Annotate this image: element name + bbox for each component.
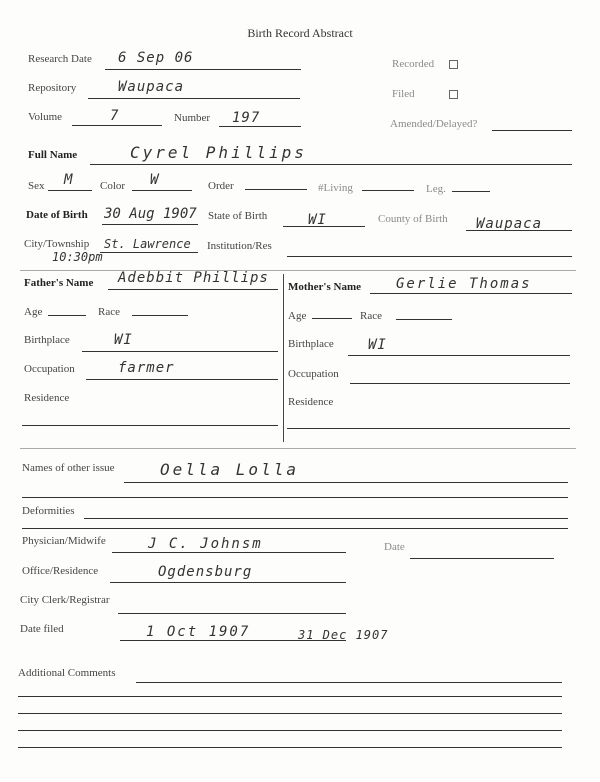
mother-birthplace-value: WI: [368, 337, 387, 353]
filed-checkbox[interactable]: [449, 90, 458, 99]
father-occupation-label: Occupation: [24, 363, 75, 375]
section-divider: [20, 270, 576, 271]
other-issue-line-2: [22, 497, 568, 498]
date-filed-value: 1 Oct 1907: [146, 624, 251, 640]
amended-label: Amended/Delayed?: [390, 118, 478, 130]
father-age-label: Age: [24, 306, 43, 318]
mothers-name-value: Gerlie Thomas: [396, 276, 532, 292]
recorded-checkbox[interactable]: [449, 60, 458, 69]
county-of-birth-label: County of Birth: [378, 213, 448, 225]
father-birthplace-value: WI: [114, 332, 133, 348]
full-name-label: Full Name: [28, 149, 78, 161]
research-date-value: 6 Sep 06: [118, 50, 194, 66]
date-of-birth-line: [102, 224, 198, 225]
order-label: Order: [208, 180, 234, 192]
father-occupation-line: [86, 379, 278, 380]
city-township-label: City/Township: [24, 238, 90, 250]
comments-line-2: [18, 696, 562, 697]
volume-value: 7: [110, 108, 120, 124]
repository-line: [88, 98, 300, 99]
order-line: [245, 189, 307, 190]
research-date-line: [105, 69, 301, 70]
color-label: Color: [100, 180, 126, 192]
office-line: [110, 582, 346, 583]
date-filed-label: Date filed: [20, 623, 64, 635]
living-line: [362, 190, 414, 191]
physician-date-line: [410, 558, 554, 559]
state-of-birth-label: State of Birth: [208, 210, 268, 222]
fathers-name-line: [108, 289, 278, 290]
color-line: [132, 190, 192, 191]
research-date-label: Research Date: [28, 53, 92, 65]
mother-residence-line: [287, 428, 570, 429]
mother-residence-label: Residence: [288, 396, 334, 408]
living-label: #Living: [318, 182, 353, 194]
birth-time-value: 10:30pm: [52, 250, 103, 264]
section-divider-2: [20, 448, 576, 449]
recorded-label: Recorded: [392, 58, 435, 70]
mother-occupation-label: Occupation: [288, 368, 339, 380]
volume-line: [72, 125, 162, 126]
institution-line: [287, 256, 572, 257]
mother-birthplace-line: [348, 355, 570, 356]
mother-race-line: [396, 319, 452, 320]
mother-occupation-line: [350, 383, 570, 384]
color-value: W: [150, 172, 160, 188]
fathers-name-value: Adebbit Phillips: [118, 270, 269, 286]
mother-birthplace-label: Birthplace: [288, 338, 334, 350]
father-residence-label: Residence: [24, 392, 70, 404]
father-birthplace-line: [82, 351, 278, 352]
comments-label: Additional Comments: [18, 667, 116, 679]
physician-date-label: Date: [384, 541, 405, 553]
full-name-value: Cyrel Phillips: [130, 143, 307, 162]
number-line: [219, 126, 301, 127]
date-of-birth-value: 30 Aug 1907: [104, 206, 197, 222]
date-of-birth-label: Date of Birth: [26, 209, 88, 221]
number-label: Number: [174, 112, 211, 124]
sex-label: Sex: [28, 180, 45, 192]
physician-line: [112, 552, 346, 553]
deformities-label: Deformities: [22, 505, 75, 517]
father-age-line: [48, 315, 86, 316]
clerk-label: City Clerk/Registrar: [20, 594, 110, 606]
amended-line: [492, 130, 572, 131]
other-issue-label: Names of other issue: [22, 462, 115, 474]
physician-value: J C. Johnsm: [148, 536, 263, 552]
county-of-birth-value: Waupaca: [476, 216, 543, 232]
mother-age-label: Age: [288, 310, 307, 322]
column-divider: [283, 274, 284, 442]
father-race-label: Race: [98, 306, 120, 318]
father-birthplace-label: Birthplace: [24, 334, 70, 346]
number-value: 197: [232, 110, 261, 126]
leg-label: Leg.: [426, 183, 446, 195]
office-label: Office/Residence: [22, 565, 99, 577]
fathers-name-label: Father's Name: [24, 277, 94, 289]
father-race-line: [132, 315, 188, 316]
repository-value: Waupaca: [118, 79, 185, 95]
father-occupation-value: farmer: [118, 360, 175, 376]
form-title: Birth Record Abstract: [247, 26, 353, 40]
volume-label: Volume: [28, 111, 63, 123]
other-issue-value: Oella Lolla: [160, 460, 299, 479]
repository-label: Repository: [28, 82, 77, 94]
sex-value: M: [64, 172, 74, 188]
institution-label: Institution/Res: [207, 240, 272, 252]
other-issue-line: [124, 482, 568, 483]
deformities-line-2: [22, 528, 568, 529]
leg-line: [452, 191, 490, 192]
state-of-birth-value: WI: [308, 212, 327, 228]
city-township-value: St. Lawrence: [104, 237, 191, 251]
date-filed-second-value: 31 Dec 1907: [298, 628, 389, 642]
comments-line-3: [18, 713, 562, 714]
comments-line-1: [136, 682, 562, 683]
mothers-name-label: Mother's Name: [288, 281, 362, 293]
mother-age-line: [312, 318, 352, 319]
clerk-line: [118, 613, 346, 614]
comments-line-4: [18, 730, 562, 731]
father-residence-line: [22, 425, 278, 426]
filed-label: Filed: [392, 88, 415, 100]
deformities-line: [84, 518, 568, 519]
sex-line: [48, 190, 92, 191]
comments-line-5: [18, 747, 562, 748]
physician-label: Physician/Midwife: [22, 535, 106, 547]
mothers-name-line: [370, 293, 572, 294]
full-name-line: [90, 164, 572, 165]
office-value: Ogdensburg: [158, 564, 253, 580]
mother-race-label: Race: [360, 310, 382, 322]
city-township-line: [100, 252, 198, 253]
